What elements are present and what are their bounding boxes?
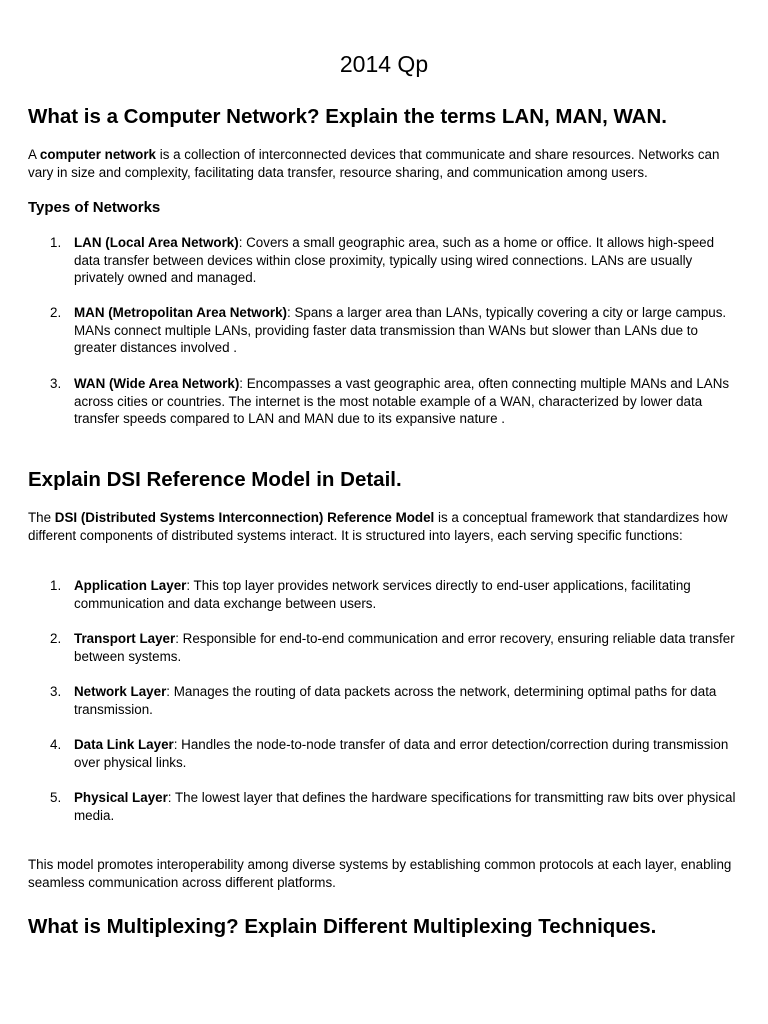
list-item [28, 736, 740, 771]
list-item-term: Data Link Layer [74, 737, 174, 752]
list-item-number: 4. [50, 737, 62, 752]
subheading-types-of-networks: Types of Networks [28, 199, 161, 216]
section-intro-computer-network [28, 146, 744, 181]
intro-prefix: The [28, 510, 55, 525]
list-item-text: : Responsible for end-to-end communication and error recovery, ensuring reliable data transfer between systems. [74, 631, 735, 664]
list-item-term: Application Layer [74, 578, 187, 593]
intro-bold-term: DSI (Distributed Systems Interconnection) Reference Model [54, 510, 435, 525]
list-item [28, 304, 740, 357]
list-item-text: : Handles the node-to-node transfer of data and error detection/correction during transmission over physical links. [74, 737, 729, 770]
list-item-number: 3. [50, 684, 62, 699]
section-heading-computer-network: What is a Computer Network? Explain the terms LAN, MAN, WAN. [28, 105, 667, 128]
list-item-number: 2. [50, 631, 62, 646]
page-title: 2014 Qp [339, 51, 429, 77]
list-item-number: 3. [50, 376, 62, 391]
list-item-number: 5. [50, 790, 62, 805]
section-conclusion-dsi-model: This model promotes interoperability among diverse systems by establishing common protocols at each layer, enabling seamless communication across different platforms. [28, 857, 732, 890]
list-item-text: : Covers a small geographic area, such as a home or office. It allows high-speed data transfer between devices within close proximity, typically using wired connections. LANs are usually privately owned and managed. [74, 235, 715, 285]
list-item [28, 683, 740, 718]
list-item-text: : Manages the routing of data packets across the network, determining optimal paths for data transmission. [74, 684, 717, 717]
list-item-text: : This top layer provides network services directly to end-user applications, facilitating communication and data exchange between users. [74, 578, 691, 611]
list-item-text: : Spans a larger area than LANs, typically covering a city or large campus. MANs connect multiple LANs, providing faster data transmission than WANs but slower than LANs due to greater distances involved . [74, 305, 727, 355]
list-item-text: : Encompasses a vast geographic area, often connecting multiple MANs and LANs across cities or countries. The internet is the most notable example of a WAN, characterized by lower data transfer speeds compared to LAN and MAN due to its expansive nature . [74, 376, 730, 426]
list-item [28, 630, 740, 665]
list-item-term: Network Layer [74, 684, 167, 699]
section-intro-dsi-model [28, 509, 744, 544]
list-item [28, 234, 740, 287]
section-heading-dsi-model: Explain DSI Reference Model in Detail. [28, 468, 402, 491]
list-item-number: 1. [50, 235, 62, 250]
list-item-number: 1. [50, 578, 62, 593]
intro-bold-term: computer network [39, 147, 156, 162]
intro-prefix: A [28, 147, 40, 162]
list-item [28, 789, 740, 824]
section-heading-multiplexing: What is Multiplexing? Explain Different Multiplexing Techniques. [28, 915, 657, 938]
list-item-term: Physical Layer [74, 790, 168, 805]
intro-text: is a collection of interconnected devices that communicate and share resources. Networks can vary in size and complexity, facilitating data transfer, resource sharing, and communication among users. [28, 147, 720, 180]
list-item-term: WAN (Wide Area Network) [74, 376, 240, 391]
intro-text: is a conceptual framework that standardizes how different components of distributed systems interact. It is structured into layers, each serving specific functions: [28, 510, 728, 543]
list-item [28, 375, 740, 428]
list-item-number: 2. [50, 305, 62, 320]
list-item [28, 577, 740, 612]
list-item-term: Transport Layer [74, 631, 176, 646]
list-item-term: MAN (Metropolitan Area Network) [74, 305, 288, 320]
list-item-term: LAN (Local Area Network) [74, 235, 239, 250]
list-item-text: : The lowest layer that defines the hardware specifications for transmitting raw bits over physical media. [74, 790, 736, 823]
